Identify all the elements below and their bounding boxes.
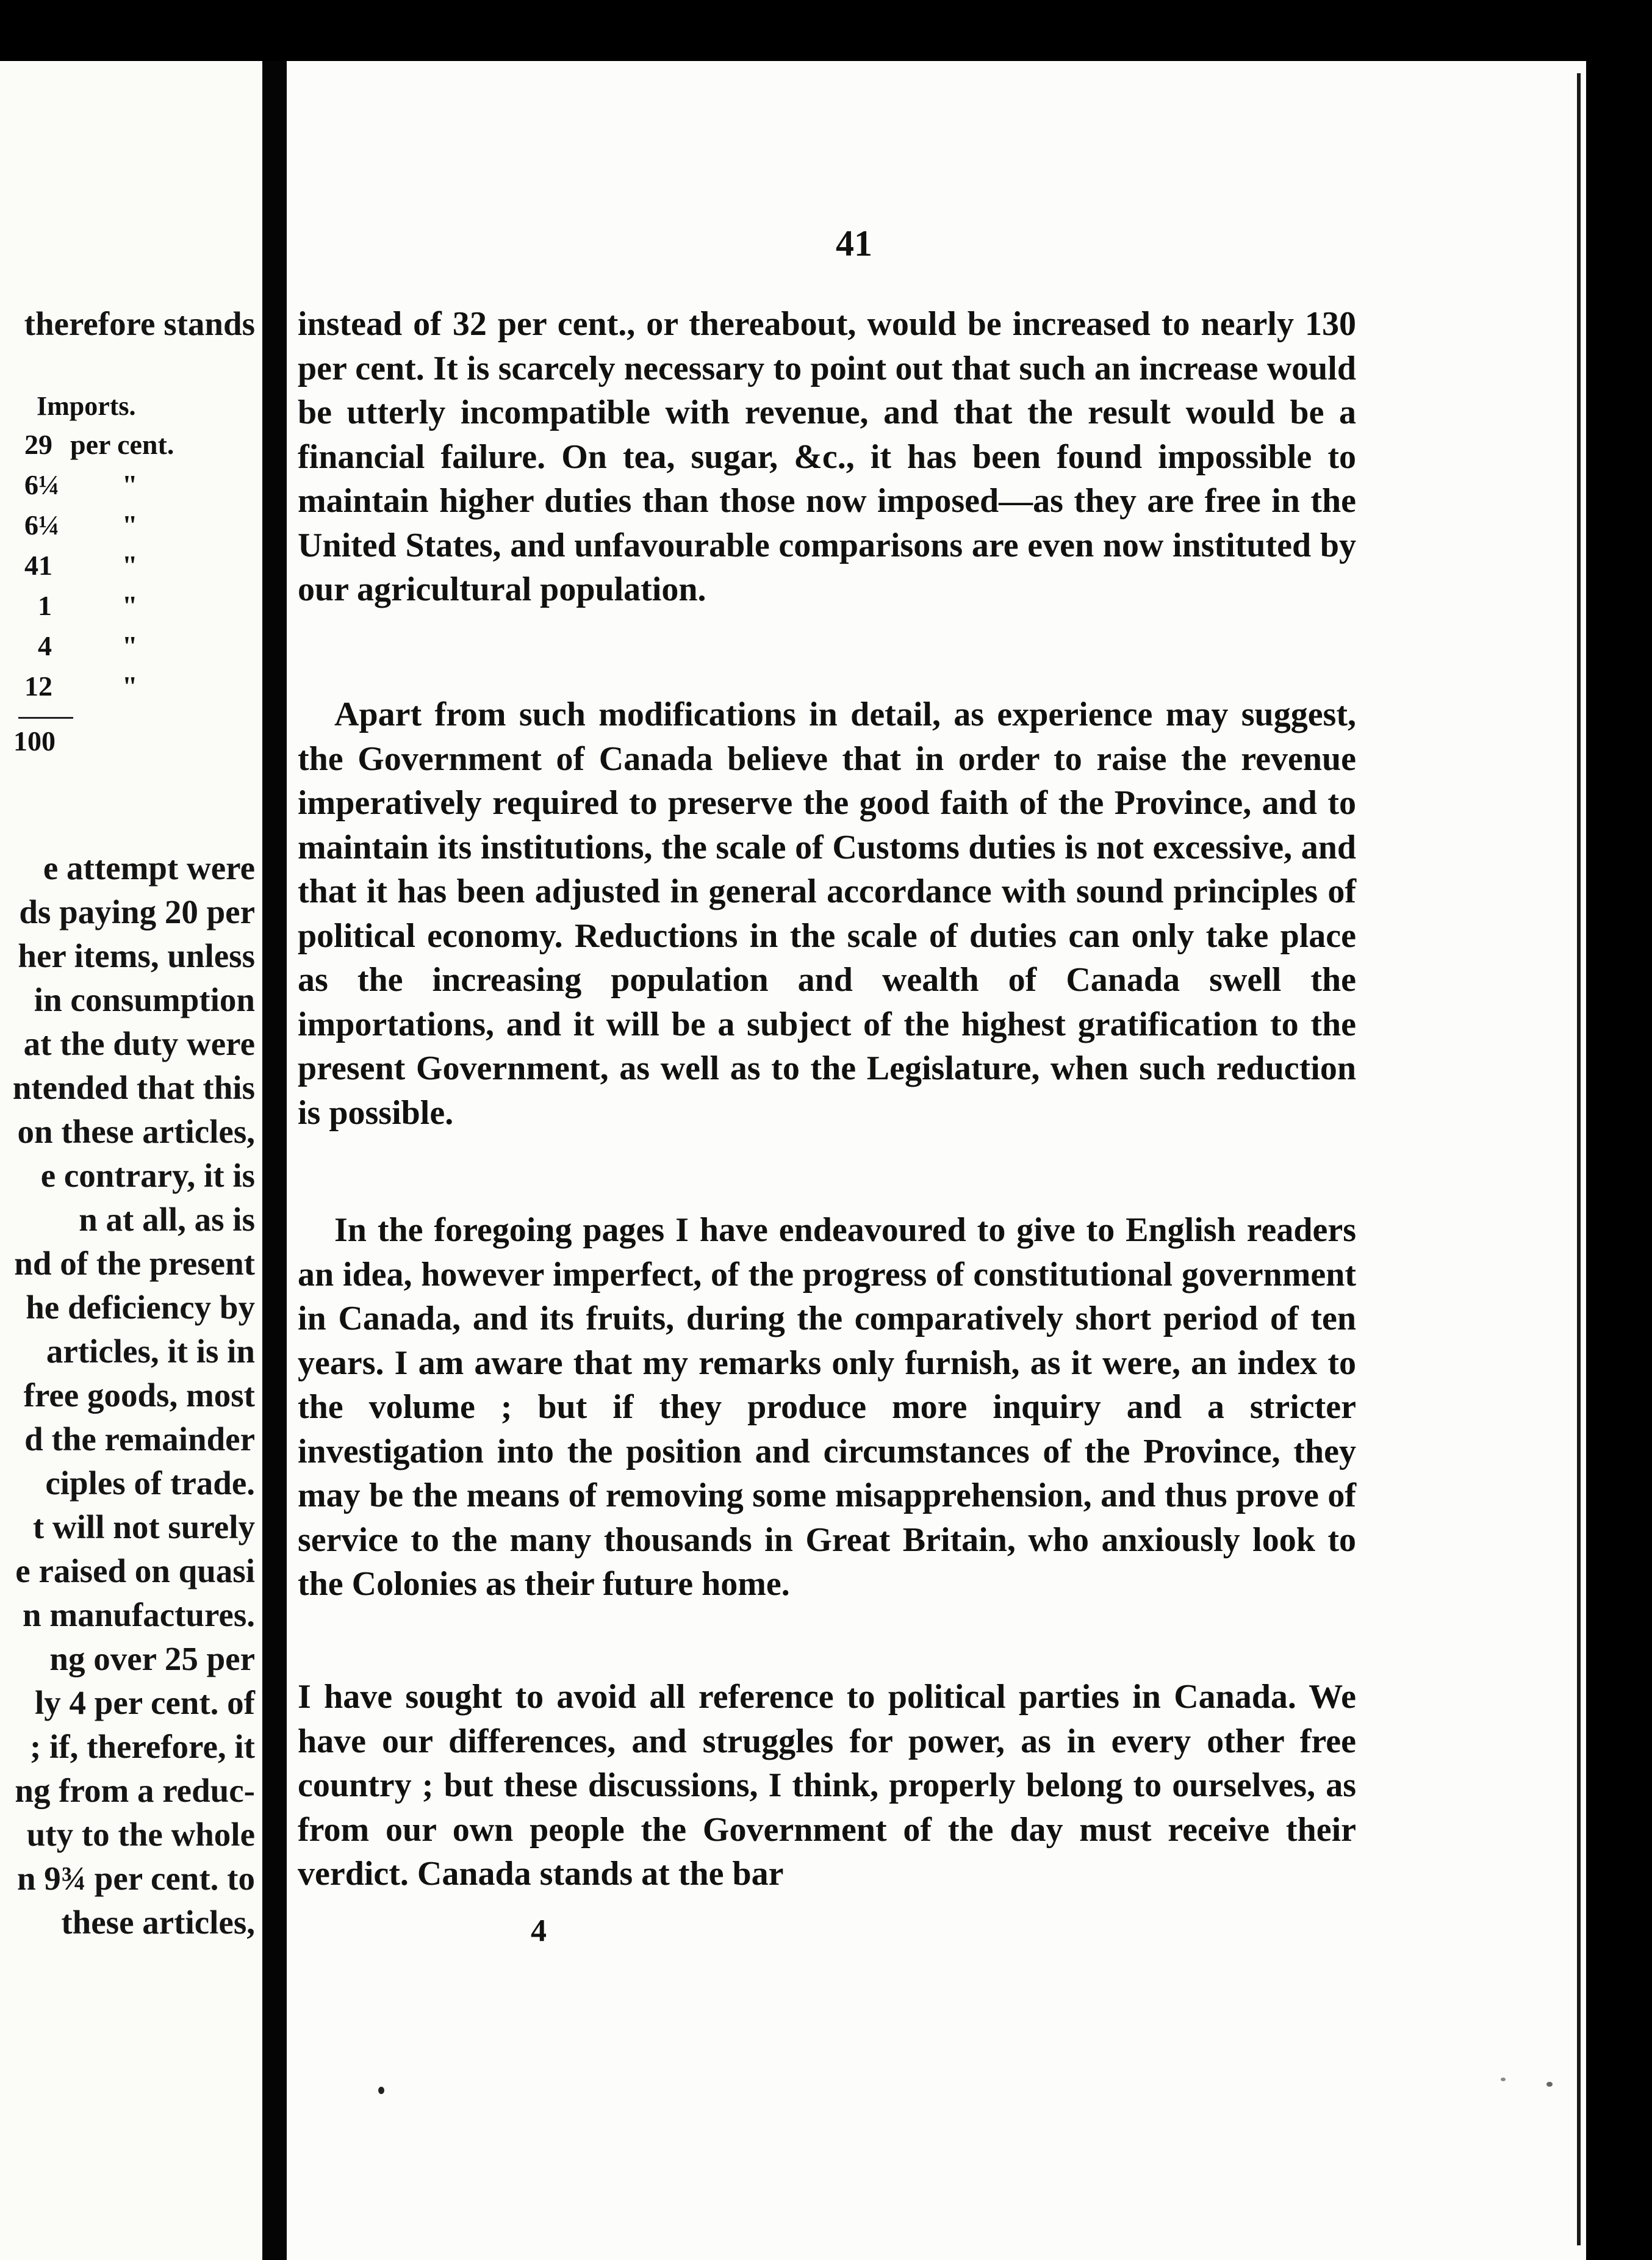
page-number: 41 [836,223,872,264]
left-page-heading-fragment: therefore stands [24,305,255,342]
text-fragment: ; if, therefore, it [29,1728,255,1765]
paragraph-4: I have sought to avoid all reference to political parties in Canada. We have our differences, and struggles for power, as in every other free country ; but these discussions, I think, properly belong to ourselves, as from our own people the Government of the day must receive their verdict. Canada stands at the bar [298,1678,1356,1893]
left-page [0,61,262,2260]
table-total-value: 100 [13,725,56,757]
table-row [0,549,262,591]
text-fragment: ng from a reduc- [15,1772,255,1809]
paragraph-2: Apart from such modifications in detail, as experience may suggest, the Government of Canada believe that in order to raise the revenue imperatively required to preserve the good faith of the Province, and to maintain its institutions, the scale of Customs duties is not excessive, and that it has been adjusted in general accordance with sound principles of political economy. Reductions in the scale of duties can only take place as the increasing population and wealth of Canada swell the importations, and it will be a subject of the highest gratification to the present Government, as well as to the Legislature, when such reduction is possible. [298,696,1356,1132]
text-fragment: in consumption [34,981,255,1018]
scan-speck [1546,2082,1553,2087]
text-fragment: e attempt were [43,849,255,887]
paragraph-1: instead of 32 per cent., or thereabout, would be increased to nearly 130 per cent. It is scarcely necessary to point out that such an increase would be utterly incompatible with revenue, and that the result would be a financial failure. On tea, sugar, &c., it has been found impossible to maintain higher duties than those now imposed—as they are free in the United States, and unfavourable comparisons are even now instituted by our agricultural population. [298,305,1356,608]
table-cell-value: 4 [38,630,52,661]
table-row [0,428,262,470]
text-fragment: t will not surely [32,1508,255,1546]
table-total-row [0,725,262,766]
text-fragment: uty to the whole [26,1816,255,1853]
text-fragment: ntended that this [12,1069,255,1106]
table-row [0,670,262,711]
scan-right-border [1586,61,1652,2260]
table-cell-value: 41 [24,550,52,581]
page-edge-shadow [1577,73,1581,2245]
text-fragment: e contrary, it is [40,1157,255,1194]
table-cell-value: 6¼ [24,469,60,500]
text-fragment: on these articles, [17,1113,255,1150]
table-cell-value: 1 [38,590,52,621]
text-fragment: ng over 25 per [49,1640,255,1677]
text-fragment: nd of the present [14,1245,255,1282]
table-total-rule [18,717,73,719]
text-fragment: ly 4 per cent. of [35,1684,255,1721]
text-fragment: e raised on quasi [15,1552,255,1589]
table-cell-value: 29 [24,429,52,460]
text-fragment: ciples of trade. [45,1464,255,1502]
text-fragment: n 9¾ per cent. to [16,1860,255,1897]
table-cell-unit: " [122,469,138,500]
text-fragment: he deficiency by [26,1289,255,1326]
scan-speck [378,2087,384,2094]
table-row [0,589,262,631]
text-fragment: ds paying 20 per [19,893,255,930]
table-row [0,630,262,671]
text-fragment: her items, unless [18,937,255,974]
text-fragment: n manufactures. [23,1596,255,1633]
text-fragment: n at all, as is [79,1201,255,1238]
scan-speck [1501,2078,1506,2081]
text-fragment: these articles, [61,1904,255,1941]
table-cell-unit: " [122,509,138,541]
text-fragment: at the duty were [23,1025,255,1062]
right-page [287,61,1586,2260]
imports-table-header: Imports. [37,391,136,421]
text-fragment: free goods, most [23,1377,255,1414]
table-cell-unit: per cent. [70,429,174,460]
table-cell-unit: " [122,550,138,581]
table-cell-value: 12 [24,671,52,702]
table-cell-unit: " [122,671,138,702]
table-cell-value: 6¼ [24,509,60,541]
signature-mark: 4 [531,1913,547,1948]
text-fragment: articles, it is in [46,1333,255,1370]
table-row [0,469,262,510]
table-row [0,509,262,550]
table-cell-unit: " [122,590,138,621]
text-fragment: d the remainder [24,1420,255,1458]
table-cell-unit: " [122,630,138,661]
paragraph-3: In the foregoing pages I have endeavoured to give to English readers an idea, however imperfect, of the progress of constitutional government in Canada, and its fruits, during the comparatively short period of ten years. I am aware that my remarks only furnish, as it were, an index to the volume ; but if they produce more inquiry and a stricter investigation into the position and circumstances of the Province, they may be the means of removing some misapprehension, and thus prove of service to the many thousands in Great Britain, who anxiously look to the Colonies as their future home. [298,1211,1356,1603]
book-gutter [262,61,287,2260]
